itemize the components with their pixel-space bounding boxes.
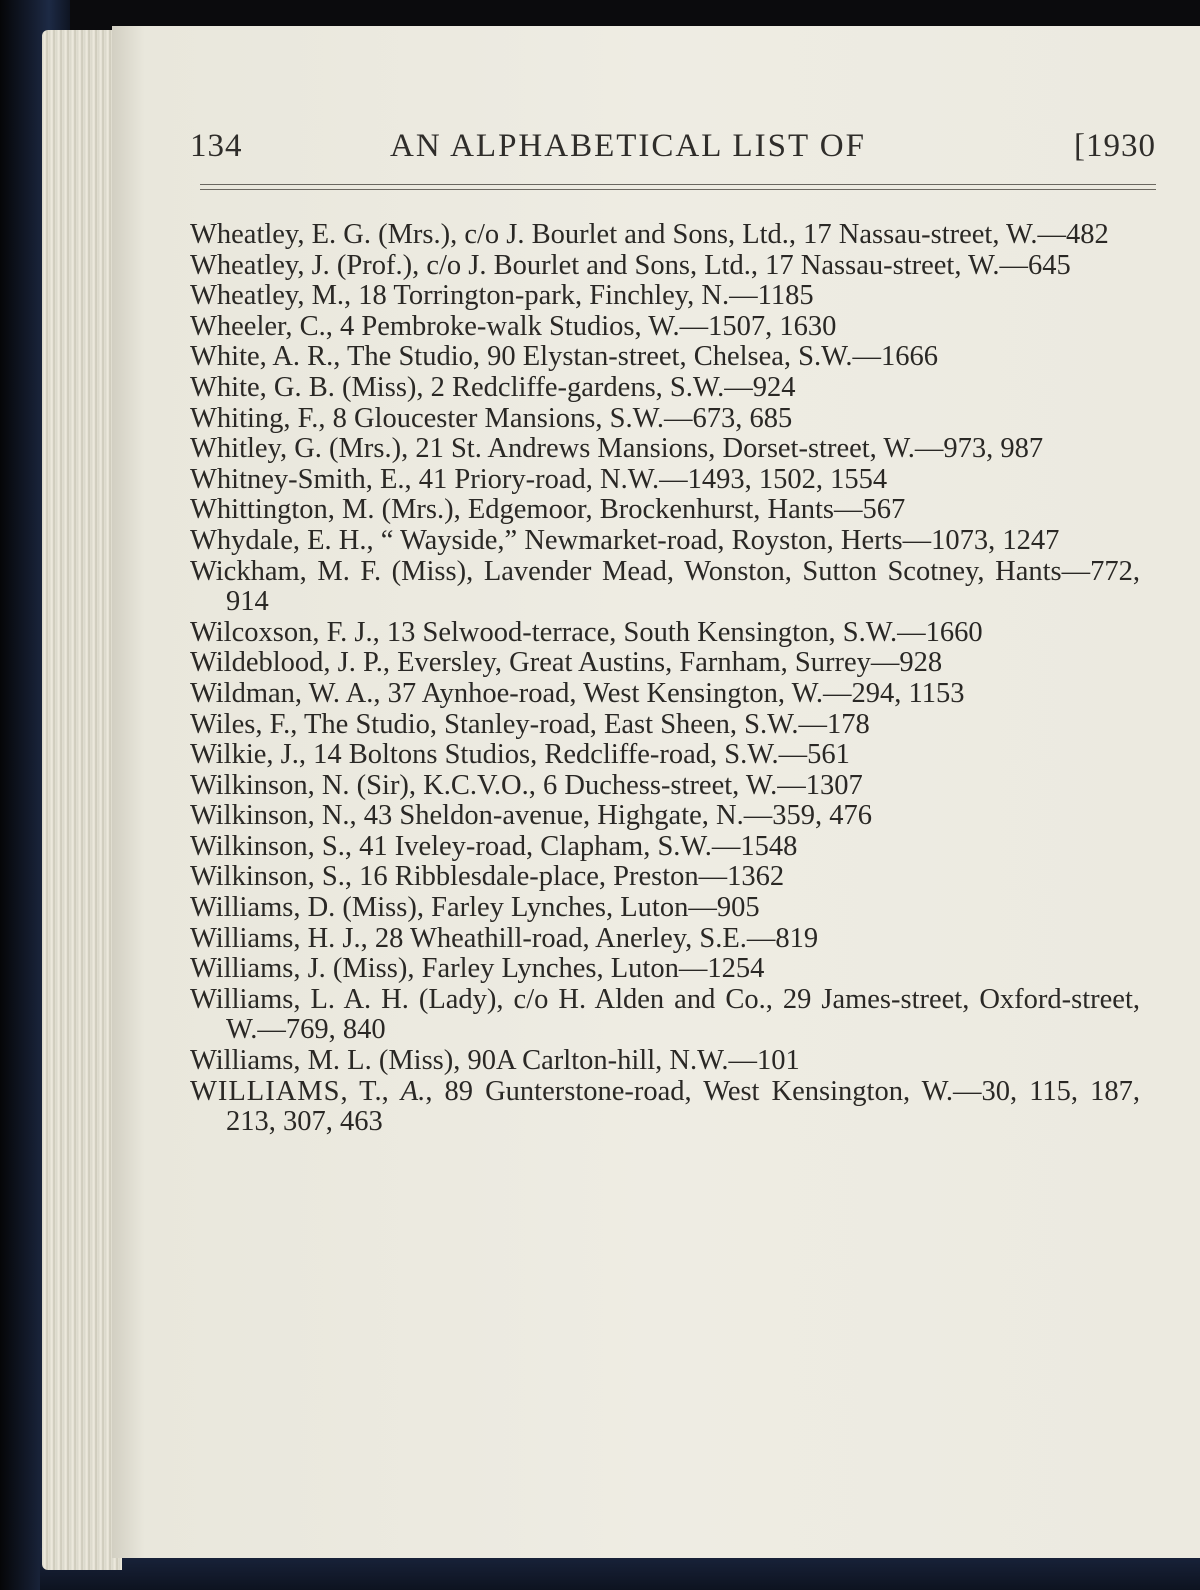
directory-entry: White, G. B. (Miss), 2 Redcliffe-gardens, S.W.—924 xyxy=(190,371,796,403)
directory-entry: Wilkinson, N. (Sir), K.C.V.O., 6 Duchess-street, W.—1307 xyxy=(190,769,863,801)
running-title: AN ALPHABETICAL LIST OF xyxy=(390,128,866,164)
directory-entry: Whiting, F., 8 Gloucester Mansions, S.W.—673, 685 xyxy=(190,402,793,434)
directory-entry: Wilkinson, S., 16 Ribblesdale-place, Preston—1362 xyxy=(190,861,785,893)
directory-entry: Wheatley, M., 18 Torrington-park, Finchley, N.—1185 xyxy=(190,280,814,312)
directory-entry: Wheatley, E. G. (Mrs.), c/o J. Bourlet and Sons, Ltd., 17 Nassau-street, W.—482 xyxy=(190,219,1109,250)
directory-entries xyxy=(190,220,1140,1138)
directory-entry: Wildman, W. A., 37 Aynhoe-road, West Kensington, W.—294, 1153 xyxy=(190,677,965,709)
header-rule-top xyxy=(200,184,1156,185)
directory-entry: Wickham, M. F. (Miss), Lavender Mead, Wonston, Sutton Scotney, Hants—772, 914 xyxy=(190,555,1140,618)
directory-entry: Wheeler, C., 4 Pembroke-walk Studios, W.—1507, 1630 xyxy=(190,310,837,342)
directory-entry: Wheatley, J. (Prof.), c/o J. Bourlet and Sons, Ltd., 17 Nassau-street, W.—645 xyxy=(190,249,1071,281)
directory-entry: Wilcoxson, F. J., 13 Selwood-terrace, South Kensington, S.W.—1660 xyxy=(190,616,983,648)
directory-entry: Williams, L. A. H. (Lady), c/o H. Alden and Co., 29 James-street, Oxford-street, W.—769, 840 xyxy=(190,983,1140,1046)
running-header xyxy=(190,128,1156,174)
entry-associate-mark: A. xyxy=(400,1075,426,1107)
directory-entry: Williams, D. (Miss), Farley Lynches, Luton—905 xyxy=(190,892,760,924)
directory-entry: Whitley, G. (Mrs.), 21 St. Andrews Mansions, Dorset-street, W.—973, 987 xyxy=(190,433,1044,465)
directory-entry: Williams, M. L. (Miss), 90A Carlton-hill, N.W.—101 xyxy=(190,1045,800,1077)
header-rule-bottom xyxy=(200,189,1156,190)
entry-initial: , T., xyxy=(340,1075,401,1107)
directory-entry: Williams, J. (Miss), Farley Lynches, Luton—1254 xyxy=(190,953,765,985)
directory-entry: Williams, H. J., 28 Wheathill-road, Anerley, S.E.—819 xyxy=(190,922,819,954)
directory-entry: White, A. R., The Studio, 90 Elystan-street, Chelsea, S.W.—1666 xyxy=(190,341,939,373)
directory-entry: Wilkinson, N., 43 Sheldon-avenue, Highgate, N.—359, 476 xyxy=(190,800,872,832)
directory-entry: Wilkinson, S., 41 Iveley-road, Clapham, S.W.—1548 xyxy=(190,830,798,862)
directory-entry-last xyxy=(190,1077,1140,1138)
page-edges xyxy=(42,30,122,1570)
directory-entry: Whittington, M. (Mrs.), Edgemoor, Brockenhurst, Hants—567 xyxy=(190,494,906,526)
directory-entry: Wilkie, J., 14 Boltons Studios, Redcliffe-road, S.W.—561 xyxy=(190,739,850,771)
directory-entry: Whitney-Smith, E., 41 Priory-road, N.W.—1493, 1502, 1554 xyxy=(190,463,888,495)
entry-address: , 89 Gunterstone-road, West Kensington, W.—30, 115, 187, 213, 307, 463 xyxy=(226,1075,1141,1138)
entry-name-small-caps: WILLIAMS xyxy=(190,1075,341,1107)
header-year: [1930 xyxy=(1074,128,1156,164)
directory-entry: Wiles, F., The Studio, Stanley-road, East Sheen, S.W.—178 xyxy=(190,708,870,740)
page-number: 134 xyxy=(190,128,243,164)
directory-entry: Wildeblood, J. P., Eversley, Great Austins, Farnham, Surrey—928 xyxy=(190,647,943,679)
directory-entry: Whydale, E. H., “ Wayside,” Newmarket-road, Royston, Herts—1073, 1247 xyxy=(190,524,1060,556)
